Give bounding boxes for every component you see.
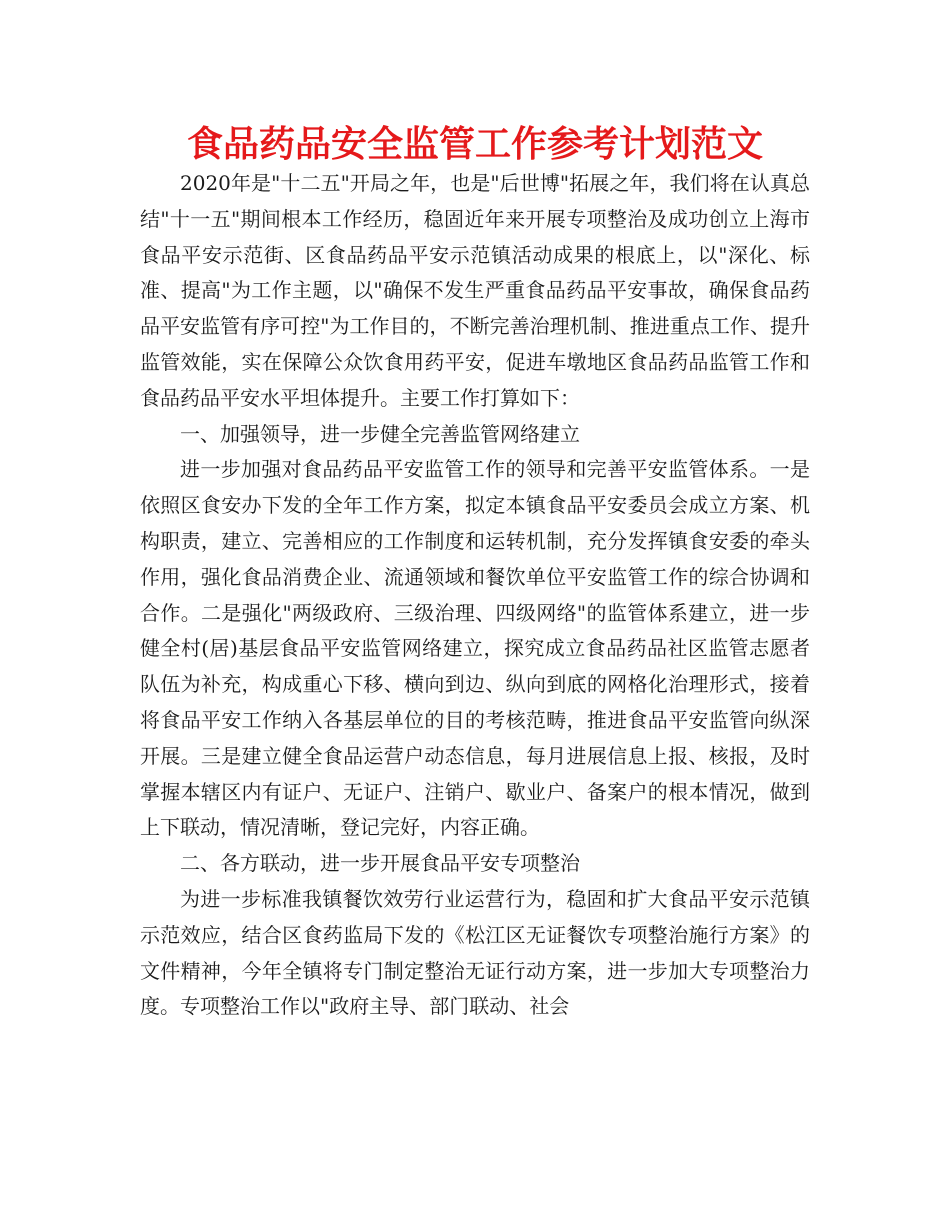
- document-body: [140, 166, 810, 1025]
- section-heading-1: 一、加强领导，进一步健全完善监管网络建立: [180, 421, 580, 446]
- section-heading-2: 二、各方联动，进一步开展食品平安专项整治: [180, 851, 580, 876]
- document-title: 食品药品安全监管工作参考计划范文: [186, 124, 763, 165]
- paragraph-section-2: 为进一步标准我镇餐饮效劳行业运营行为，稳固和扩大食品平安示范镇示范效应，结合区食药监局下发的《松江区无证餐饮专项整治施行方案》的文件精神，今年全镇将专门制定整治无证行动方案，进一步加大专项整治力度。专项整治工作以"政府主导、部门联动、社会: [140, 886, 810, 1019]
- paragraph-intro: 2020年是"十二五"开局之年，也是"后世博"拓展之年，我们将在认真总结"十一五"期间根本工作经历，稳固近年来开展专项整治及成功创立上海市食品平安示范街、区食品药品平安示范镇活动成果的根底上，以"深化、标准、提高"为工作主题，以"确保不发生严重食品药品平安事故，确保食品药品平安监管有序可控"为工作目的，不断完善治理机制、推进重点工作、提升监管效能，实在保障公众饮食用药平安，促进车墩地区食品药品监管工作和食品药品平安水平坦体提升。主要工作打算如下：: [140, 171, 810, 410]
- paragraph-section-1: 进一步加强对食品药品平安监管工作的领导和完善平安监管体系。一是依照区食安办下发的全年工作方案，拟定本镇食品平安委员会成立方案、机构职责，建立、完善相应的工作制度和运转机制，充分发挥镇食安委的牵头作用，强化食品消费企业、流通领域和餐饮单位平安监管工作的综合协调和合作。二是强化"两级政府、三级治理、四级网络"的监管体系建立，进一步健全村(居)基层食品平安监管网络建立，探究成立食品药品社区监管志愿者队伍为补充，构成重心下移、横向到边、纵向到底的网格化治理形式，接着将食品平安工作纳入各基层单位的目的考核范畴，推进食品平安监管向纵深开展。三是建立健全食品运营户动态信息，每月进展信息上报、核报，及时掌握本辖区内有证户、无证户、注销户、歇业户、备案户的根本情况，做到上下联动，情况清晰，登记完好，内容正确。: [140, 457, 810, 840]
